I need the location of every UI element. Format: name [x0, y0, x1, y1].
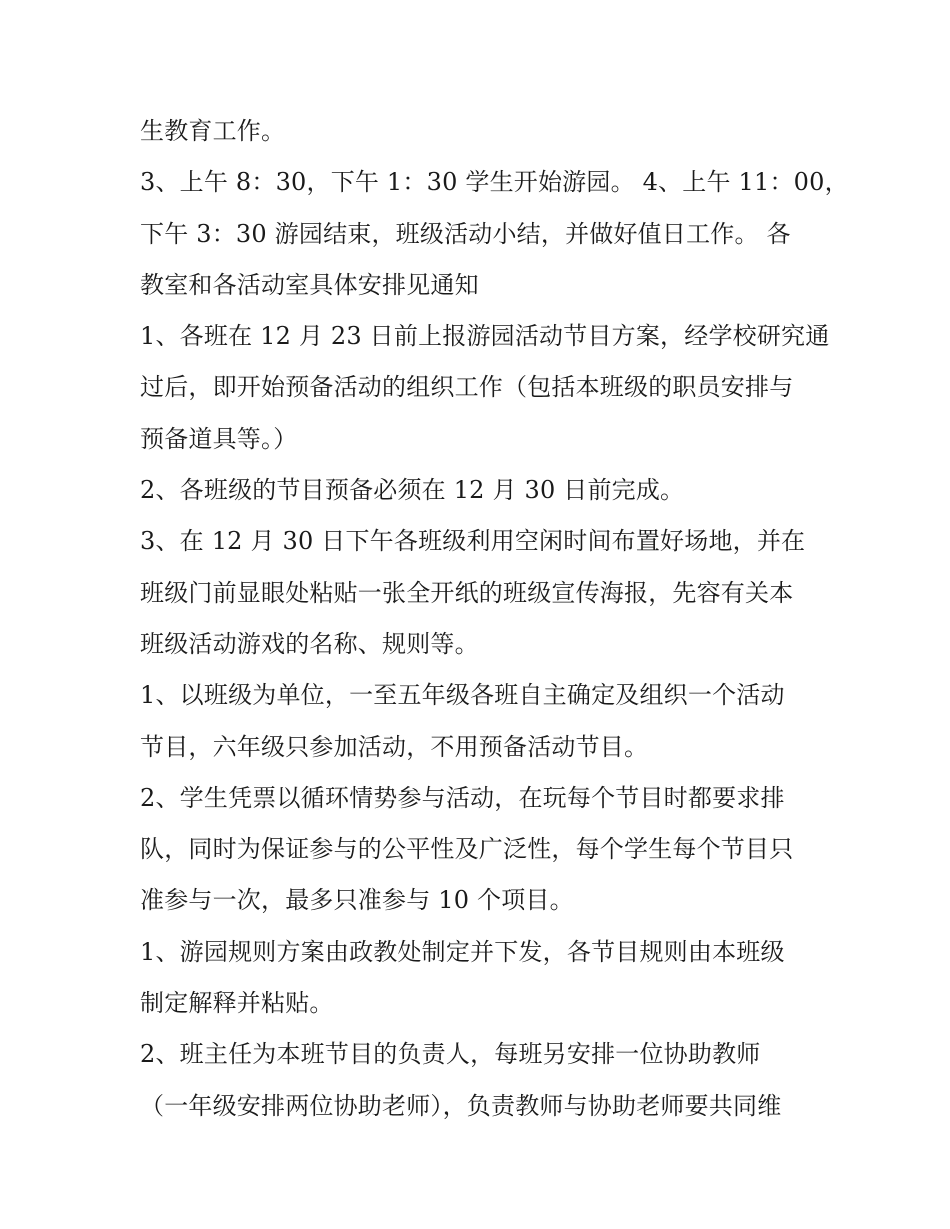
- text-line: 准参与一次，最多只准参与 10 个项目。: [140, 886, 574, 915]
- text-line: 3、上午 8：30，下午 1：30 学生开始游园。 4、上午 11：00，: [140, 168, 849, 197]
- text-line: 生教育工作。: [140, 117, 286, 145]
- text-line: 1、各班在 12 月 23 日前上报游园活动节目方案，经学校研究通: [140, 322, 830, 351]
- text-line: 节目，六年级只参加活动，不用预备活动节目。: [140, 732, 649, 761]
- text-line: 过后，即开始预备活动的组织工作（包括本班级的职员安排与: [140, 373, 794, 402]
- text-line: 预备道具等。）: [140, 424, 298, 453]
- text-line: 2、各班级的节目预备必须在 12 月 30 日前完成。: [140, 476, 685, 505]
- text-line: 2、班主任为本班节目的负责人，每班另安排一位协助教师: [140, 1040, 761, 1069]
- text-line: 下午 3：30 游园结束，班级活动小结，并做好值日工作。 各: [140, 219, 791, 248]
- text-line: 1、以班级为单位，一至五年级各班自主确定及组织一个活动: [140, 681, 785, 710]
- document-body: [140, 106, 849, 1132]
- text-line: 3、在 12 月 30 日下午各班级利用空闲时间布置好场地，并在: [140, 527, 806, 556]
- text-line: 队，同时为保证参与的公平性及广泛性，每个学生每个节目只: [140, 835, 794, 864]
- text-line: 班级活动游戏的名称、规则等。: [140, 629, 479, 658]
- text-line: 1、游园规则方案由政教处制定并下发，各节目规则由本班级: [140, 937, 785, 966]
- text-line: 制定解释并粘贴。: [140, 989, 334, 1018]
- text-line: （一年级安排两位协助老师），负责教师与协助老师要共同维: [140, 1091, 782, 1120]
- text-line: 2、学生凭票以循环情势参与活动，在玩每个节目时都要求排: [140, 783, 785, 812]
- text-line: 班级门前显眼处粘贴一张全开纸的班级宣传海报，先容有关本: [140, 578, 794, 607]
- text-line: 教室和各活动室具体安排见通知: [140, 270, 479, 299]
